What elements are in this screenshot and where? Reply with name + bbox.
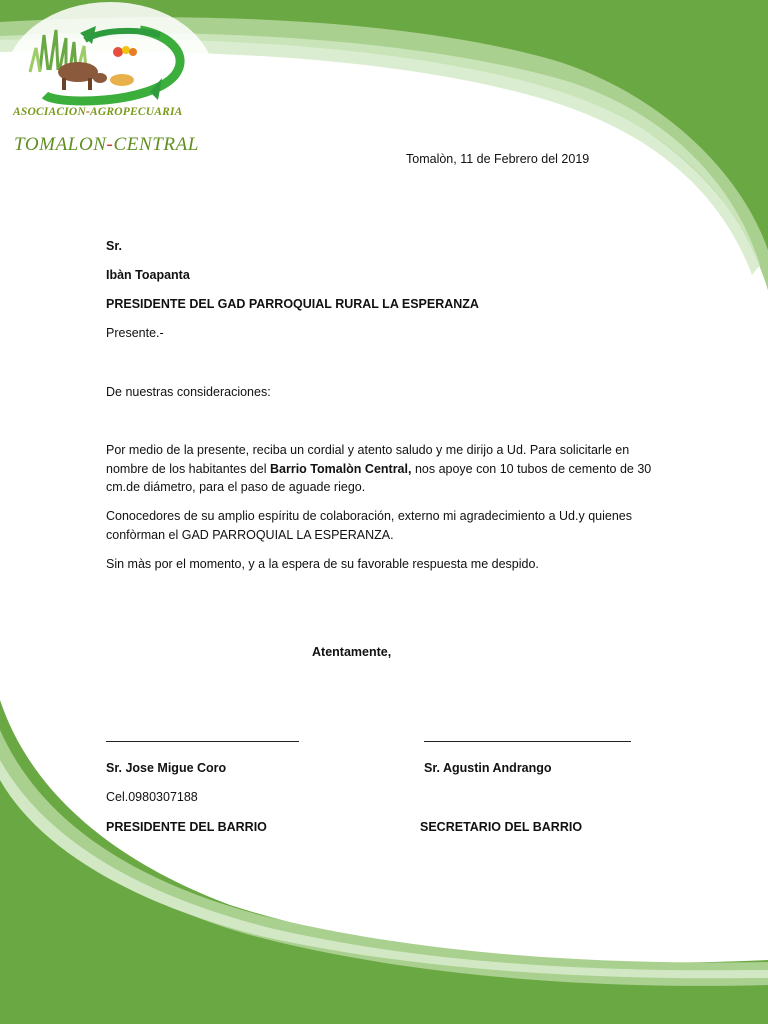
signer-left-role: PRESIDENTE DEL BARRIO: [106, 820, 267, 834]
body-paragraph-3: Sin màs por el momento, y a la espera de su favorable respuesta me despido.: [106, 557, 539, 571]
recipient-presente: Presente.-: [106, 326, 164, 340]
letter-date: Tomalòn, 11 de Febrero del 2019: [406, 152, 590, 166]
signer-right-name: Sr. Agustin Andrango: [424, 761, 552, 775]
letter-closing: Atentamente,: [312, 645, 392, 659]
signer-left-phone: Cel.0980307188: [106, 790, 198, 804]
recipient-name: Ibàn Toapanta: [106, 268, 190, 282]
barrio-name: Barrio Tomalòn Central,: [270, 461, 412, 476]
association-logo: [0, 0, 215, 165]
signature-line-right: [424, 741, 631, 742]
recipient-title: PRESIDENTE DEL GAD PARROQUIAL RURAL LA ESPERANZA: [106, 297, 479, 311]
letter-greeting: De nuestras consideraciones:: [106, 385, 271, 399]
logo-text-line1: ASOCIACION-AGROPECUARIA: [13, 106, 183, 118]
body-paragraph-1: Por medio de la presente, reciba un cordial y atento saludo y me dirijo a Ud. Para solicitarle en nombre de los habitantes del Barrio Tomalòn Central, nos apoye con 10 tubos de cemento de 30 cm.de diámetro, para el paso de aguade riego.: [106, 443, 652, 494]
signer-left-name: Sr. Jose Migue Coro: [106, 761, 227, 775]
signer-right-role: SECRETARIO DEL BARRIO: [420, 820, 583, 834]
logo-text-line2: TOMALON-CENTRAL: [14, 134, 199, 155]
recipient-salutation: Sr.: [106, 239, 122, 253]
body-paragraph-2: Conocedores de su amplio espíritu de colaboración, externo mi agradecimiento a Ud.y quienes confòrman el GAD PARROQUIAL LA ESPERANZA.: [106, 509, 632, 542]
signature-line-left: [106, 741, 299, 742]
